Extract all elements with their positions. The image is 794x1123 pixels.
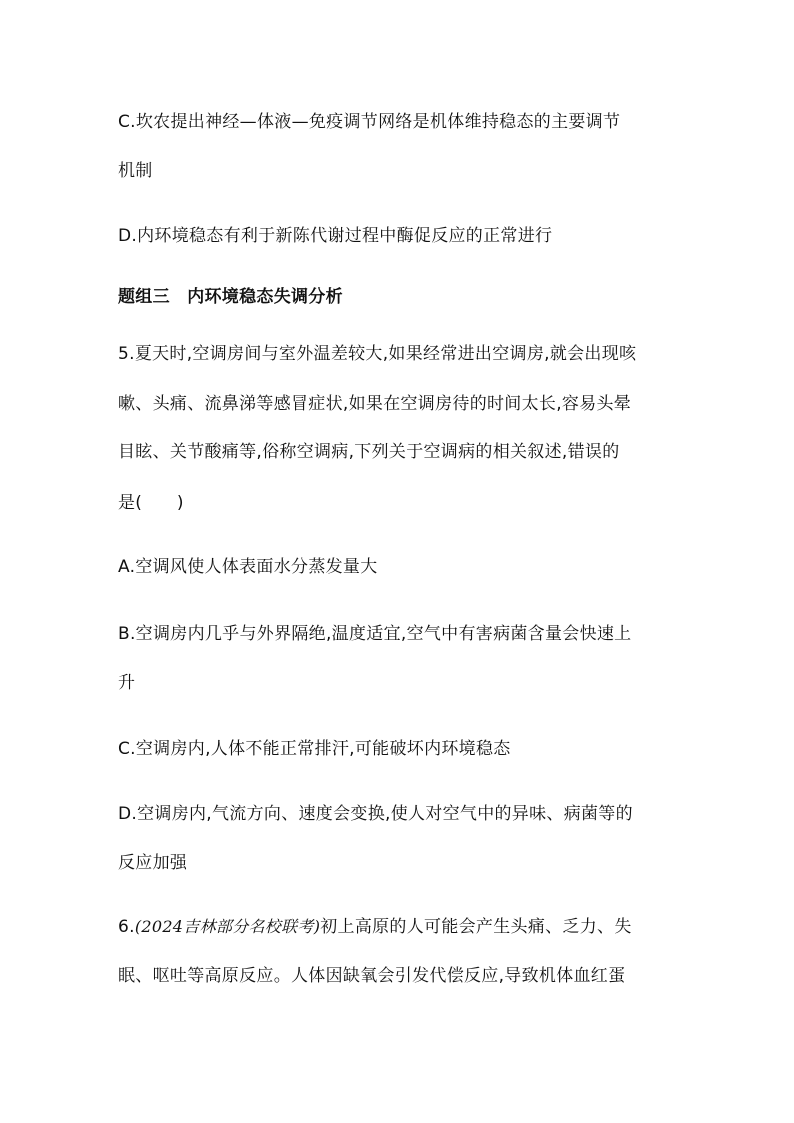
q6-stem-line2: 眠、呕吐等高原反应。人体因缺氧会引发代偿反应,导致机体血红蛋 [118,966,626,986]
q4-option-d: D.内环境稳态有利于新陈代谢过程中酶促反应的正常进行 [118,226,553,246]
q5-option-a: A.空调风使人体表面水分蒸发量大 [118,557,378,577]
q4-option-c-line1: C.坎农提出神经—体液—免疫调节网络是机体维持稳态的主要调节 [118,112,621,132]
q5-option-d-line1: D.空调房内,气流方向、速度会变换,使人对空气中的异味、病菌等的 [118,804,633,824]
q5-stem-line1: 5.夏天时,空调房间与室外温差较大,如果经常进出空调房,就会出现咳 [118,344,637,364]
q5-option-b-line2: 升 [118,673,136,693]
q5-stem-line3: 目眩、关节酸痛等,俗称空调病,下列关于空调病的相关叙述,错误的 [118,442,620,462]
q5-option-d-line2: 反应加强 [118,853,188,873]
q6-stem-line1 [118,915,632,939]
q6-number: 6. [118,917,135,937]
q5-option-b-line1: B.空调房内几乎与外界隔绝,温度适宜,空气中有害病菌含量会快速上 [118,624,632,644]
q5-stem-line4: 是( ) [118,493,184,513]
q5-stem-line2: 嗽、头痛、流鼻涕等感冒症状,如果在空调房待的时间太长,容易头晕 [118,394,632,414]
q6-stem-line1-text: 初上高原的人可能会产生头痛、乏力、失 [320,917,632,937]
q5-option-c: C.空调房内,人体不能正常排汗,可能破坏内环境稳态 [118,739,511,759]
q6-source: (2024吉林部分名校联考) [134,917,321,936]
section-heading: 题组三 内环境稳态失调分析 [118,287,343,307]
q4-option-c-line2: 机制 [118,161,153,181]
